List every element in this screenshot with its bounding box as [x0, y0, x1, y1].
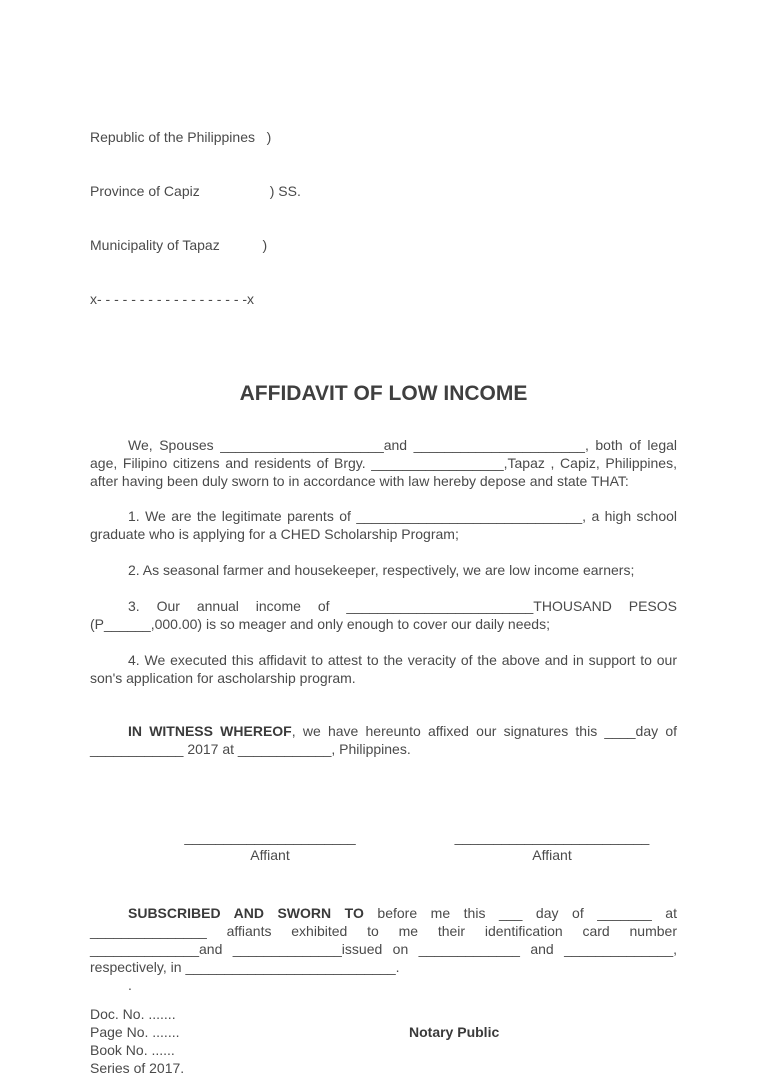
jurat-lead: SUBSCRIBED AND SWORN TO — [128, 905, 364, 921]
book-no: Book No. ...... — [90, 1042, 175, 1058]
venue-separator: x- - - - - - - - - - - - - - - - - -x — [90, 291, 255, 307]
venue-municipality: Municipality of Tapaz ) — [90, 237, 268, 253]
venue-republic: Republic of the Philippines ) — [90, 129, 272, 145]
affidavit-document — [90, 92, 677, 1077]
item-2: 2. As seasonal farmer and housekeeper, respectively, we are low income earners; — [128, 562, 635, 578]
affiant-label-left: Affiant — [250, 847, 290, 863]
jurat-dot: . — [128, 977, 132, 993]
signature-block-left — [158, 828, 382, 864]
page-no: Page No. ....... — [90, 1024, 180, 1040]
signature-row — [90, 828, 677, 868]
witness-text: , we have hereunto affixed our signatures this ____day of ____________ 2017 at ____________, Philippines. — [90, 723, 677, 757]
signature-block-right — [438, 828, 666, 864]
notarial-footer — [90, 1005, 677, 1077]
jurat-text: before me this ___ day of _______ at _______________ affiants exhibited to me their identification card number ______________and ______________issued on _____________ and ______________, respectively, in ___________________________. — [90, 905, 677, 975]
notary-public-label: Notary Public — [409, 1024, 500, 1040]
witness-lead: IN WITNESS WHEREOF — [128, 723, 292, 739]
venue-block — [90, 92, 677, 344]
venue-province: Province of Capiz ) SS. — [90, 183, 301, 199]
signature-line-left: ______________________ — [184, 829, 356, 845]
item-3: 3. Our annual income of ________________________THOUSAND PESOS (P______,000.00) is so meager and only enough to cover our daily needs; — [90, 598, 677, 632]
signature-line-right: _________________________ — [454, 829, 650, 845]
doc-numbers — [90, 1005, 677, 1077]
jurat-paragraph — [90, 904, 677, 976]
affiant-label-right: Affiant — [532, 847, 572, 863]
doc-no: Doc. No. ....... — [90, 1006, 176, 1022]
intro-paragraph: We, Spouses _____________________and ______________________, both of legal age, Filipino citizens and residents of Brgy. _________________,Tapaz , Capiz, Philippines, after having been duly sworn to in accordance with law hereby depose and state THAT: — [90, 437, 677, 489]
witness-paragraph — [90, 722, 677, 758]
item-1: 1. We are the legitimate parents of _____________________________, a high school graduate who is applying for a CHED Scholarship Program; — [90, 508, 677, 542]
item-4: 4. We executed this affidavit to attest to the veracity of the above and in support to our son's application for ascholarship program. — [90, 652, 677, 686]
document-title: AFFIDAVIT OF LOW INCOME — [239, 382, 528, 405]
series-no: Series of 2017. — [90, 1060, 185, 1076]
